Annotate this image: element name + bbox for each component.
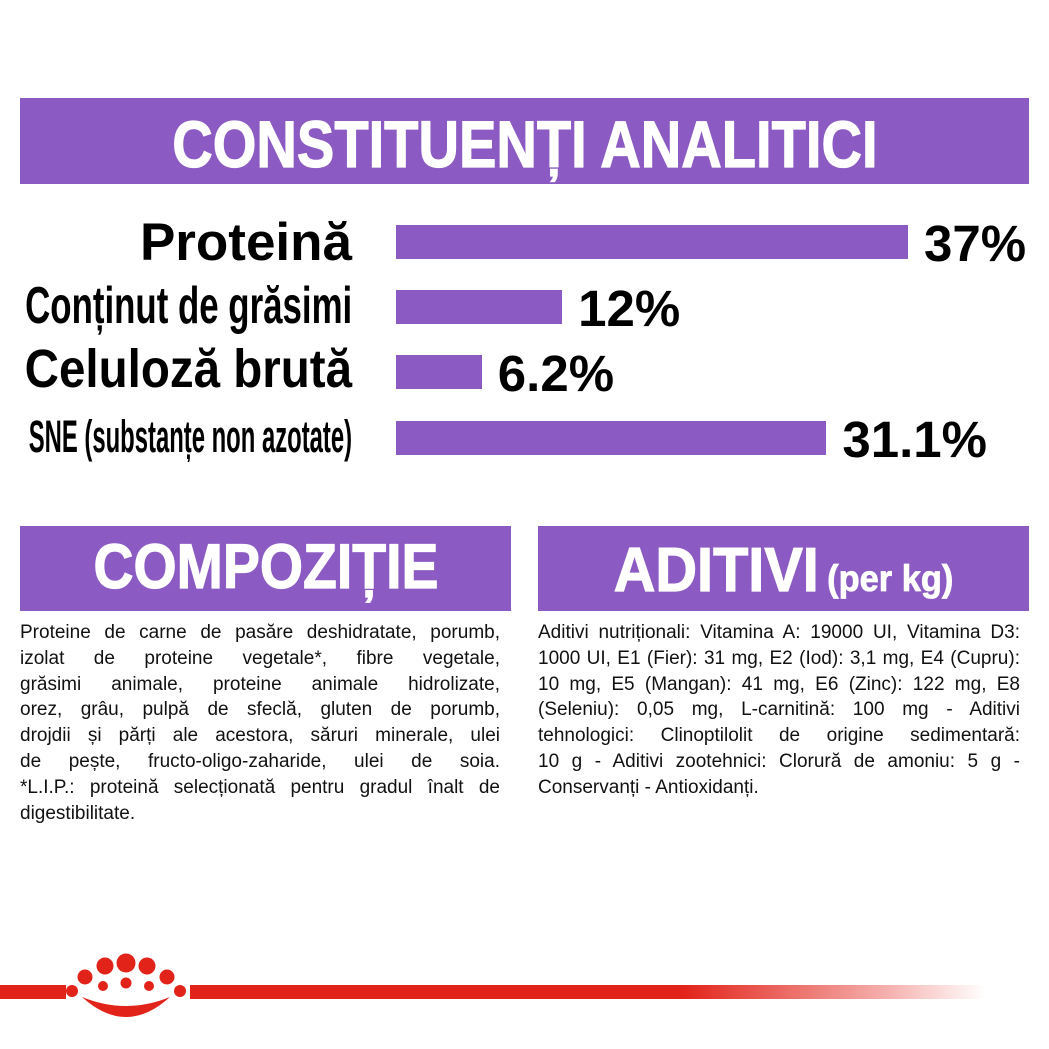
composition-line: Proteine de carne de pasăre deshidratate, porumb,	[20, 622, 500, 643]
composition-line: izolat de proteine vegetale*, fibre vegetale,	[20, 647, 500, 669]
additives-line: Aditivi nutriționali: Vitamina A: 19000 UI, Vitamina D3:	[538, 622, 1020, 643]
analytic-constituents-banner	[20, 98, 1029, 184]
value-label-protein: 37%	[924, 215, 1027, 272]
category-label-fat: Conținut de grăsimi	[24, 277, 352, 335]
composition-line: *L.I.P.: proteină selecționată pentru gradul înalt de	[20, 776, 500, 798]
value-label-fat: 12%	[578, 280, 681, 337]
composition-title: COMPOZIȚIE	[93, 532, 438, 602]
value-label-nfe: 31.1%	[842, 411, 987, 468]
category-label-nfe: SNE (substanțe non azotate)	[28, 411, 352, 462]
bar-protein	[396, 225, 908, 259]
additives-line: 10 g - Aditivi zootehnici: Clorură de amoniu: 5 g -	[538, 750, 1020, 772]
composition-line: digestibilitate.	[20, 802, 136, 824]
additives-text	[538, 620, 1020, 801]
additives-unit-note: (per kg)	[827, 557, 954, 599]
brand-stripe-left	[0, 985, 66, 999]
additives-line: 1000 UI, E1 (Fier): 31 mg, E2 (Iod): 3,1 mg, E4 (Cupru):	[538, 647, 1020, 669]
additives-line: tehnologici: Clinoptilolit de origine sedimentară:	[538, 725, 1020, 747]
royal-canin-crown-icon	[62, 953, 190, 1023]
composition-line: drojdii și părți ale acestora, săruri minerale, ulei	[20, 725, 500, 747]
value-label-fiber: 6.2%	[497, 345, 615, 402]
additives-line: 10 mg, E5 (Mangan): 41 mg, E6 (Zinc): 122 mg, E8	[538, 673, 1020, 695]
composition-line: grăsimi animale, proteine animale hidrolizate,	[20, 673, 500, 695]
additives-line: (Seleniu): 0,05 mg, L-carnitină: 100 mg - Aditivi	[538, 699, 1020, 721]
composition-text	[20, 620, 500, 826]
analytic-constituents-title: CONSTITUENȚI ANALITICI	[171, 107, 878, 181]
bar-fat	[396, 290, 562, 324]
bar-nfe	[396, 421, 826, 455]
composition-line: orez, grâu, pulpă de sfeclă, gluten de porumb,	[20, 699, 500, 721]
additives-line: Conservanți - Antioxidanți.	[538, 776, 759, 798]
additives-banner	[538, 526, 1029, 611]
bar-fiber	[396, 355, 482, 389]
composition-line: de pește, fructo-oligo-zaharide, ulei de soia.	[20, 750, 500, 772]
category-label-protein: Proteină	[139, 213, 352, 272]
brand-stripe-right	[190, 985, 985, 999]
composition-banner	[20, 526, 511, 611]
additives-heading	[613, 535, 954, 605]
category-label-fiber: Celuloză brută	[24, 339, 352, 399]
additives-title: ADITIVI	[613, 535, 819, 605]
